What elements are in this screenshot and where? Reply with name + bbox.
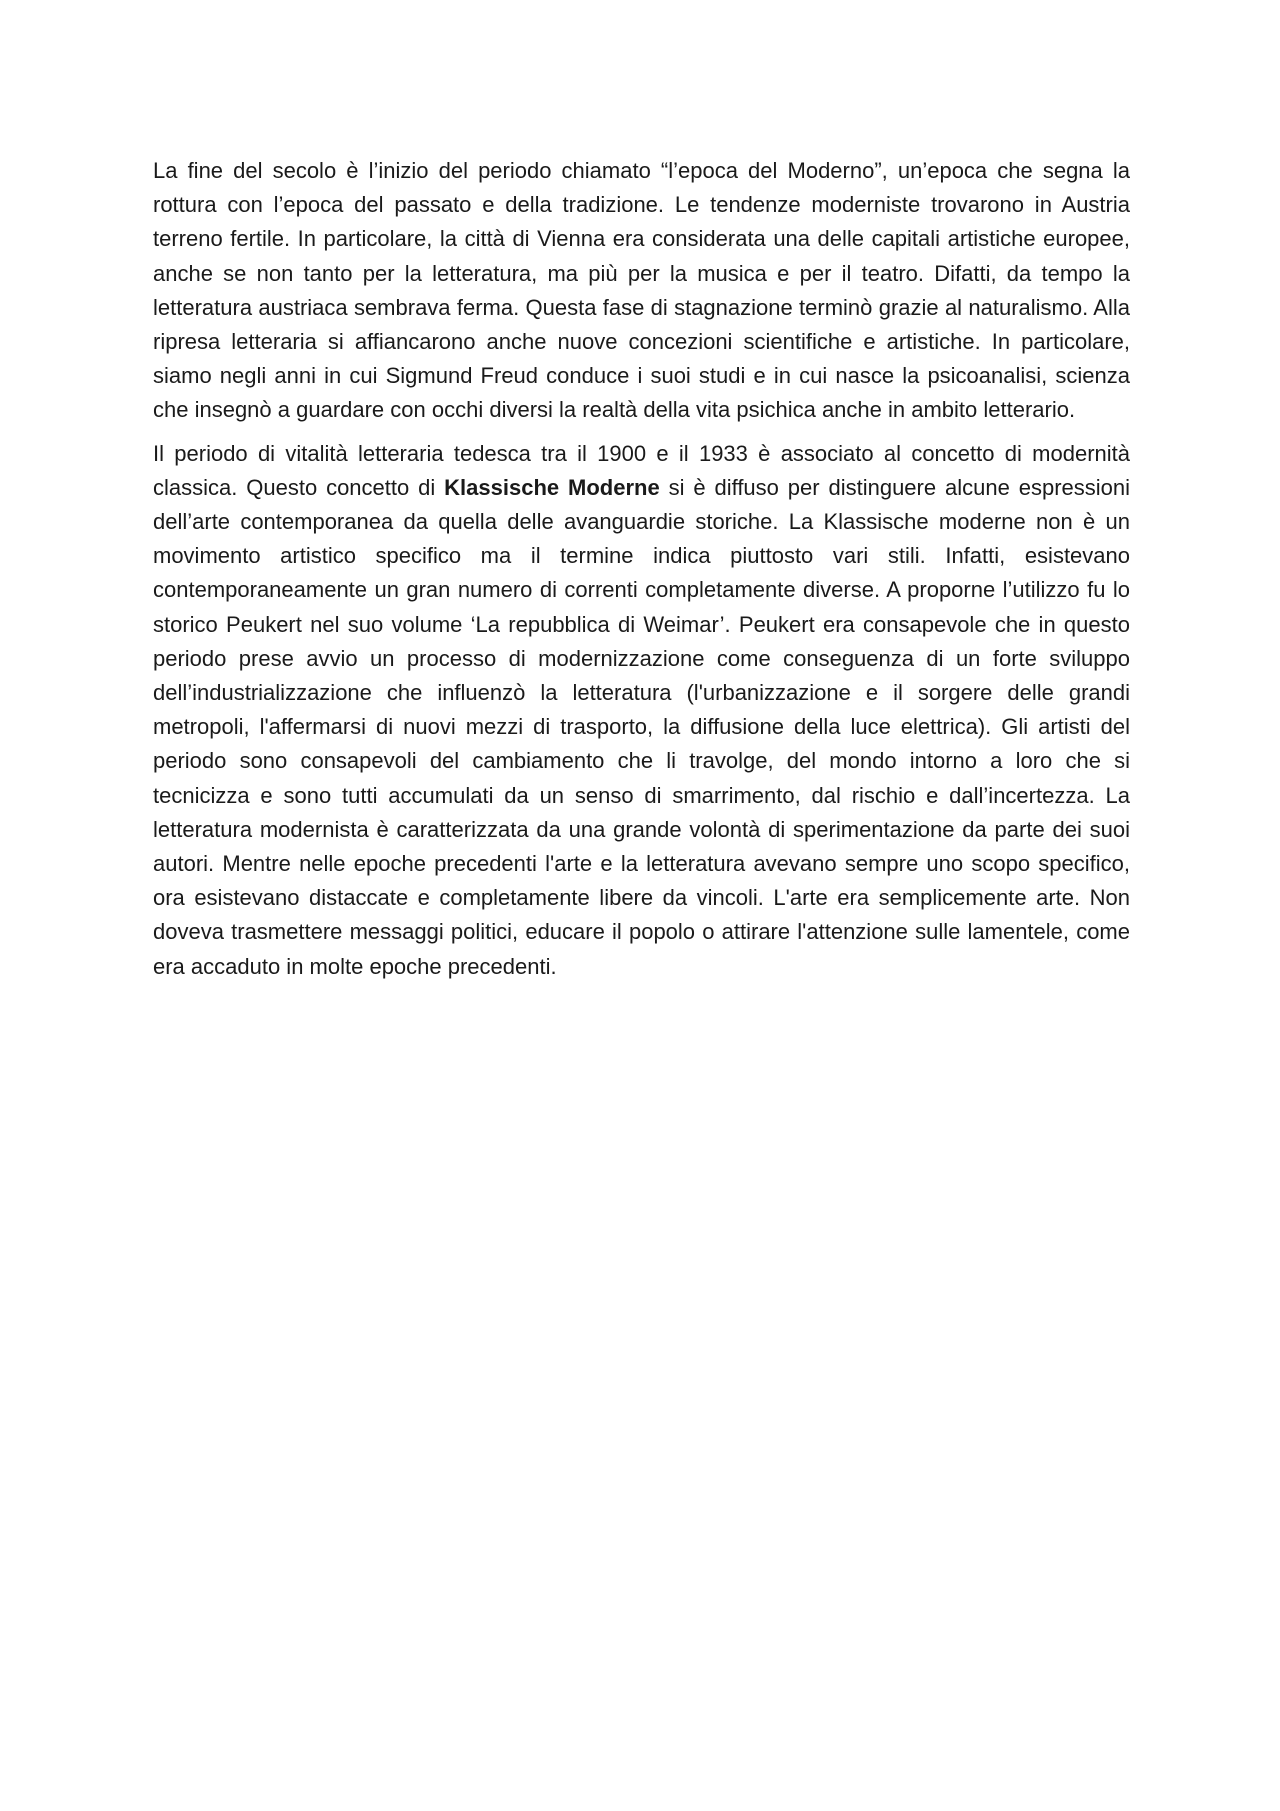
paragraph-2-text-end: si è diffuso per distinguere alcune espressioni dell’arte contemporanea da quella delle avanguardie storiche. La Klassische moderne non è un movimento artistico specifico ma il termine indica piuttosto vari stili. Infatti, esistevano contemporaneamente un gran numero di correnti completamente diverse. A proporne l’utilizzo fu lo storico Peukert nel suo volume ‘La repubblica di Weimar’. Peukert era consapevole che in questo periodo prese avvio un processo di modernizzazione come conseguenza di un forte sviluppo dell’industrializzazione che influenzò la letteratura (l'urbanizzazione e il sorgere delle grandi metropoli, l'affermarsi di nuovi mezzi di trasporto, la diffusione della luce elettrica). Gli artisti del periodo sono consapevoli del cambiamento che li travolge, del mondo intorno a loro che si tecnicizza e sono tutti accumulati da un senso di smarrimento, dal rischio e dall’incertezza. La letteratura modernista è caratterizzata da una grande volontà di sperimentazione da parte dei suoi autori. Mentre nelle epoche precedenti l'arte e la letteratura avevano sempre uno scopo specifico, ora esistevano distaccate e completamente libere da vincoli. L'arte era semplicemente arte. Non doveva trasmettere messaggi politici, educare il popolo o attirare l'attenzione sulle lamentele, come era accaduto in molte epoche precedenti. — [153, 474, 1130, 979]
paragraph-moderno-austria — [153, 154, 1130, 428]
paragraph-1-text: La fine del secolo è l’inizio del periodo chiamato “l’epoca del Moderno”, un’epoca che segna la rottura con l’epoca del passato e della tradizione. Le tendenze moderniste trovarono in Austria terreno fertile. In particolare, la città di Vienna era considerata una delle capitali artistiche europee, anche se non tanto per la letteratura, ma più per la musica e per il teatro. Difatti, da tempo la letteratura austriaca sembrava ferma. Questa fase di stagnazione terminò grazie al naturalismo. Alla ripresa letteraria si affiancarono anche nuove concezioni scientifiche e artistiche. In particolare, siamo negli anni in cui Sigmund Freud conduce i suoi studi e in cui nasce la psicoanalisi, scienza che insegnò a guardare con occhi diversi la realtà della vita psichica anche in ambito letterario. — [153, 158, 1130, 423]
paragraph-2-text-start: Il periodo di vitalità letteraria tedesca tra il 1900 e il 1933 è associato al concetto di modernità classica. Questo concetto di — [153, 440, 1130, 500]
body-text — [153, 154, 1130, 993]
klassische-moderne-term: Klassische Moderne — [444, 474, 660, 500]
paragraph-klassische-moderne — [153, 437, 1130, 984]
